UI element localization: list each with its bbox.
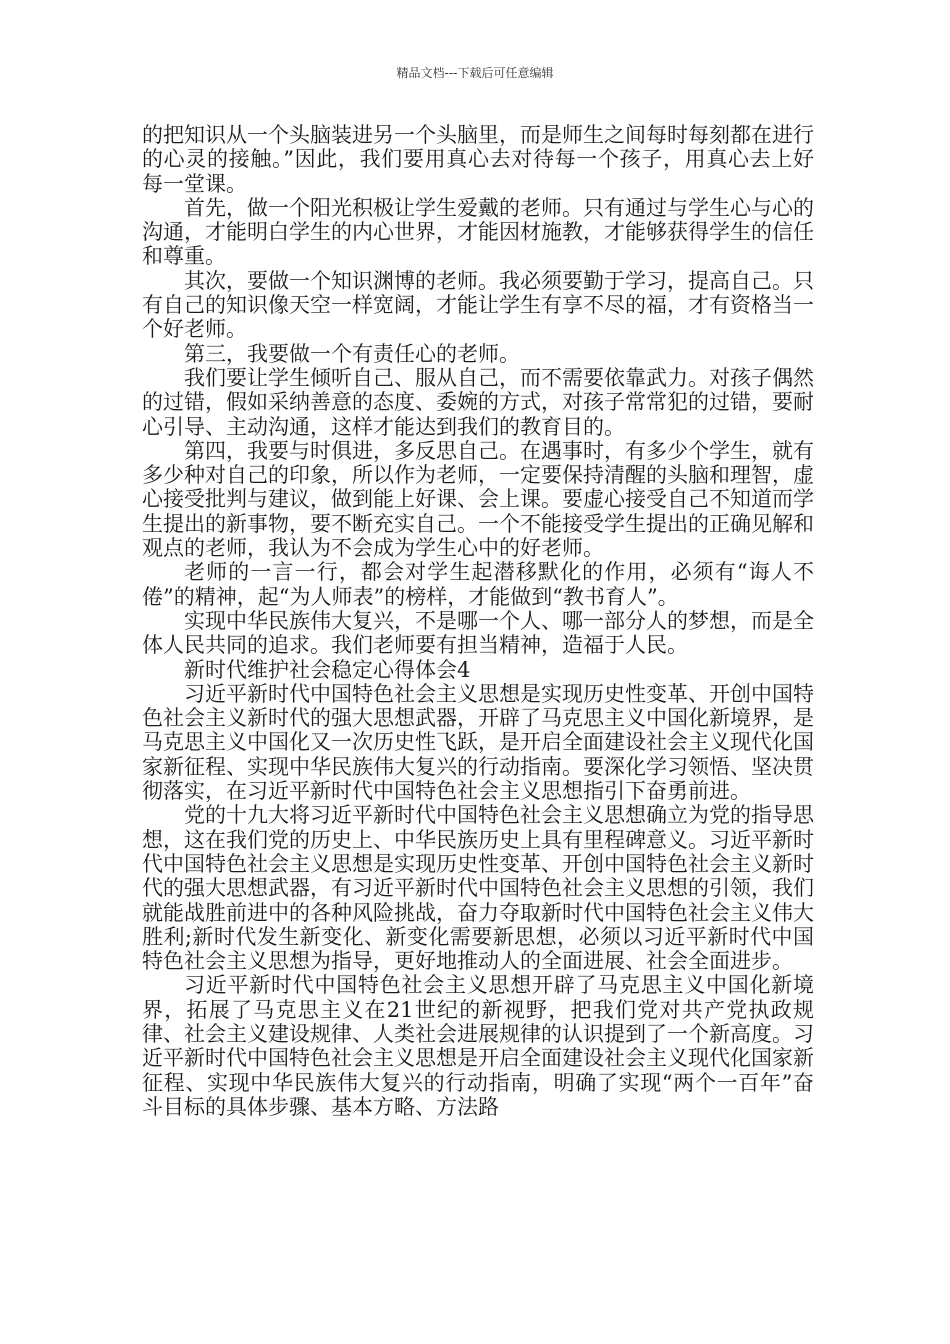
paragraph-third-point: 第三，我要做一个有责任心的老师。 — [184, 341, 520, 366]
paragraph-second-point: 其次，要做一个知识渊博的老师。我必须要勤于学习，提高自己。只有自己的知识像天空一样宽阔，才能让学生有享不尽的福，才有资格当一个好老师。 — [142, 268, 814, 342]
paragraph-role-model: 老师的一言一行，都会对学生起潜移默化的作用，必须有“诲人不倦”的精神，起“为人师表”的榜样，才能做到“教书育人”。 — [142, 560, 814, 609]
paragraph-nineteenth-congress: 党的十九大将习近平新时代中国特色社会主义思想确立为党的指导思想，这在我们党的历史上、中华民族历史上具有里程碑意义。习近平新时代中国特色社会主义思想是实现历史性变革、开创中国特色社会主义新时代的强大思想武器，有习近平新时代中国特色社会主义思想的引领，我们就能战胜前进中的各种风险挑战，奋力夺取新时代中国特色社会主义伟大胜利;新时代发生新变化、新变化需要新思想，必须以习近平新时代中国特色社会主义思想为指导，更好地推动人的全面进展、社会全面进步。 — [142, 803, 814, 974]
paragraph-discipline: 我们要让学生倾听自己、服从自己，而不需要依靠武力。对孩子偶然的过错，假如采纳善意的态度、委婉的方式，对孩子常常犯的过错，要耐心引导、主动沟通，这样才能达到我们的教育目的。 — [142, 365, 814, 439]
paragraph-thought-weapon: 习近平新时代中国特色社会主义思想是实现历史性变革、开创中国特色社会主义新时代的强大思想武器，开辟了马克思主义中国化新境界，是马克思主义中国化又一次历史性飞跃，是开启全面建设社会主义现代化国家新征程、实现中华民族伟大复兴的行动指南。要深化学习领悟、坚决贯彻落实，在习近平新时代中国特色社会主义思想指引下奋勇前进。 — [142, 681, 814, 804]
paragraph-first-point: 首先，做一个阳光积极让学生爱戴的老师。只有通过与学生心与心的沟通，才能明白学生的内心世界，才能因材施教，才能够获得学生的信任和尊重。 — [142, 195, 814, 269]
paragraph-fourth-point: 第四，我要与时俱进，多反思自己。在遇事时，有多少个学生，就有多少种对自己的印象，所以作为老师，一定要保持清醒的头脑和理智，虚心接受批判与建议，做到能上好课、会上课。要虚心接受自己不知道而学生提出的新事物，要不断充实自己。一个不能接受学生提出的正确见解和观点的老师，我认为不会成为学生心中的好老师。 — [142, 438, 814, 561]
paragraph-continuation: 的把知识从一个头脑装进另一个头脑里，而是师生之间每时每刻都在进行的心灵的接触。”因此，我们要用真心去对待每一个孩子，用真心去上好每一堂课。 — [142, 123, 814, 196]
paragraph-new-horizon: 习近平新时代中国特色社会主义思想开辟了马克思主义中国化新境界，拓展了马克思主义在21世纪的新视野，把我们党对共产党执政规律、社会主义建设规律、人类社会进展规律的认识提到了一个新高度。习近平新时代中国特色社会主义思想是开启全面建设社会主义现代化国家新征程、实现中华民族伟大复兴的行动指南，明确了实现“两个一百年”奋斗目标的具体步骤、基本方略、方法路 — [142, 973, 814, 1119]
document-body — [142, 123, 814, 1119]
section-heading: 新时代维护社会稳定心得体会4 — [184, 657, 471, 682]
paragraph-national-rejuvenation: 实现中华民族伟大复兴，不是哪一个人、哪一部分人的梦想，而是全体人民共同的追求。我们老师要有担当精神，造福于人民。 — [142, 608, 814, 658]
page-header: 精品文档---下载后可任意编辑 — [396, 66, 554, 80]
